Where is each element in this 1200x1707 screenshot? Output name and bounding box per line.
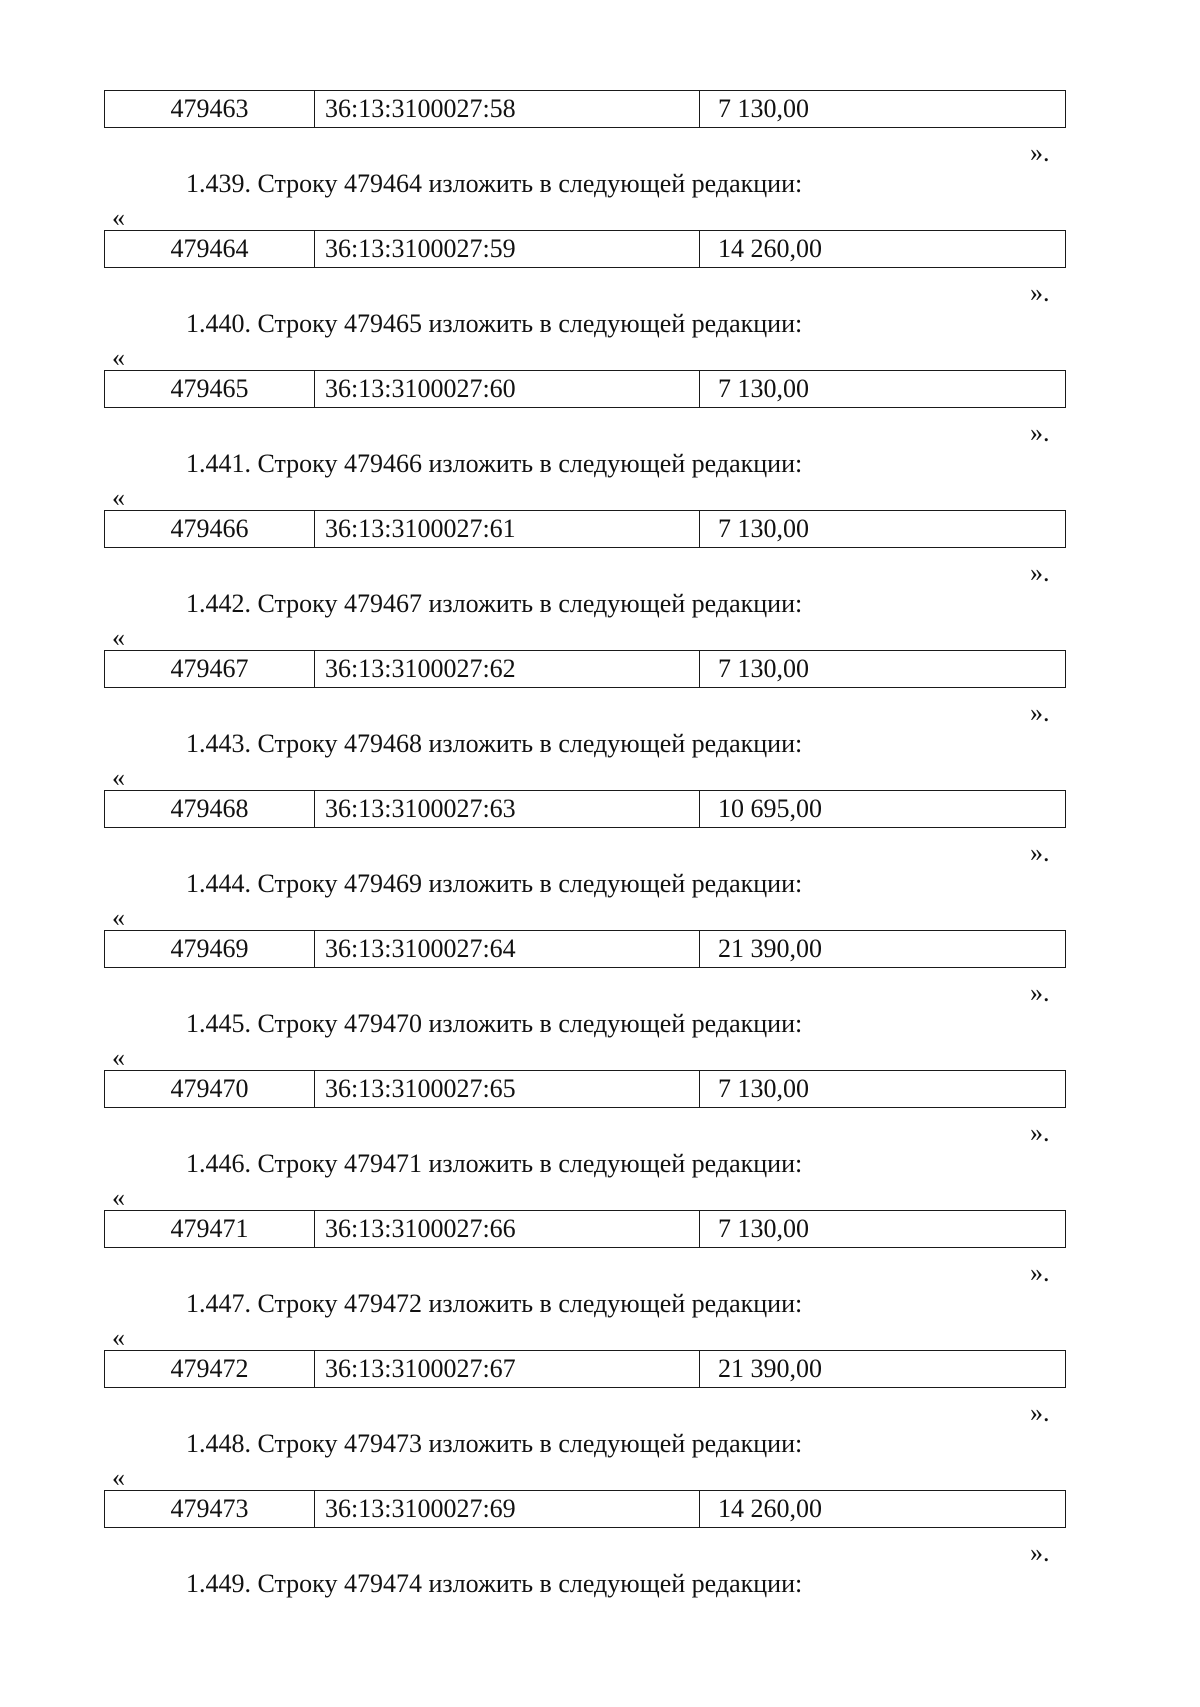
amount-cell: 14 260,00 xyxy=(718,234,822,263)
cadastral-number-cell: 36:13:3100027:67 xyxy=(315,1351,700,1387)
table-row xyxy=(104,650,1066,688)
cadastral-number-cell: 36:13:3100027:69 xyxy=(315,1491,700,1527)
opening-quote: « xyxy=(112,623,125,652)
opening-quote: « xyxy=(112,203,125,232)
table-row xyxy=(104,1490,1066,1528)
row-id-cell: 479472 xyxy=(105,1351,315,1387)
amendment-paragraph: 1.445. Строку 479470 изложить в следующей редакции: xyxy=(186,1009,803,1038)
row-id-cell: 479468 xyxy=(105,791,315,827)
row-id-cell: 479473 xyxy=(105,1491,315,1527)
cadastral-number-cell: 36:13:3100027:58 xyxy=(315,91,700,127)
row-id-cell: 479467 xyxy=(105,651,315,687)
row-id-cell: 479470 xyxy=(105,1071,315,1107)
cadastral-number-cell: 36:13:3100027:60 xyxy=(315,371,700,407)
table-row xyxy=(104,510,1066,548)
row-id-cell: 479465 xyxy=(105,371,315,407)
amendment-paragraph: 1.443. Строку 479468 изложить в следующей редакции: xyxy=(186,729,803,758)
amendment-paragraph: 1.444. Строку 479469 изложить в следующей редакции: xyxy=(186,869,803,898)
amount-cell: 21 390,00 xyxy=(718,934,822,963)
amount-cell: 7 130,00 xyxy=(718,514,809,543)
opening-quote: « xyxy=(112,1463,125,1492)
cadastral-number-cell: 36:13:3100027:59 xyxy=(315,231,700,267)
amendment-paragraph: 1.449. Строку 479474 изложить в следующей редакции: xyxy=(186,1569,803,1598)
opening-quote: « xyxy=(112,343,125,372)
table-row xyxy=(104,90,1066,128)
amendment-paragraph: 1.448. Строку 479473 изложить в следующей редакции: xyxy=(186,1429,803,1458)
amount-cell: 10 695,00 xyxy=(718,794,822,823)
amendment-paragraph: 1.440. Строку 479465 изложить в следующей редакции: xyxy=(186,309,803,338)
amendment-paragraph: 1.439. Строку 479464 изложить в следующей редакции: xyxy=(186,169,803,198)
cadastral-number-cell: 36:13:3100027:66 xyxy=(315,1211,700,1247)
closing-quote: ». xyxy=(1030,978,1050,1007)
amendment-paragraph: 1.446. Строку 479471 изложить в следующей редакции: xyxy=(186,1149,803,1178)
closing-quote: ». xyxy=(1030,138,1050,167)
table-row xyxy=(104,370,1066,408)
amount-cell: 14 260,00 xyxy=(718,1494,822,1523)
amount-cell: 7 130,00 xyxy=(718,374,809,403)
closing-quote: ». xyxy=(1030,418,1050,447)
row-id-cell: 479463 xyxy=(105,91,315,127)
closing-quote: ». xyxy=(1030,1258,1050,1287)
amendment-paragraph: 1.447. Строку 479472 изложить в следующей редакции: xyxy=(186,1289,803,1318)
cadastral-number-cell: 36:13:3100027:65 xyxy=(315,1071,700,1107)
table-row xyxy=(104,1210,1066,1248)
closing-quote: ». xyxy=(1030,558,1050,587)
row-id-cell: 479466 xyxy=(105,511,315,547)
closing-quote: ». xyxy=(1030,838,1050,867)
row-id-cell: 479471 xyxy=(105,1211,315,1247)
table-row xyxy=(104,790,1066,828)
closing-quote: ». xyxy=(1030,1118,1050,1147)
opening-quote: « xyxy=(112,1043,125,1072)
closing-quote: ». xyxy=(1030,698,1050,727)
opening-quote: « xyxy=(112,903,125,932)
cadastral-number-cell: 36:13:3100027:62 xyxy=(315,651,700,687)
opening-quote: « xyxy=(112,1323,125,1352)
cadastral-number-cell: 36:13:3100027:64 xyxy=(315,931,700,967)
amount-cell: 7 130,00 xyxy=(718,1214,809,1243)
table-row xyxy=(104,930,1066,968)
amendment-paragraph: 1.441. Строку 479466 изложить в следующей редакции: xyxy=(186,449,803,478)
row-id-cell: 479469 xyxy=(105,931,315,967)
amount-cell: 7 130,00 xyxy=(718,654,809,683)
table-row xyxy=(104,1350,1066,1388)
amendment-paragraph: 1.442. Строку 479467 изложить в следующей редакции: xyxy=(186,589,803,618)
opening-quote: « xyxy=(112,763,125,792)
cadastral-number-cell: 36:13:3100027:63 xyxy=(315,791,700,827)
closing-quote: ». xyxy=(1030,278,1050,307)
amount-cell: 21 390,00 xyxy=(718,1354,822,1383)
table-row xyxy=(104,230,1066,268)
table-row xyxy=(104,1070,1066,1108)
amount-cell: 7 130,00 xyxy=(718,94,809,123)
closing-quote: ». xyxy=(1030,1538,1050,1567)
opening-quote: « xyxy=(112,483,125,512)
cadastral-number-cell: 36:13:3100027:61 xyxy=(315,511,700,547)
opening-quote: « xyxy=(112,1183,125,1212)
row-id-cell: 479464 xyxy=(105,231,315,267)
closing-quote: ». xyxy=(1030,1398,1050,1427)
amount-cell: 7 130,00 xyxy=(718,1074,809,1103)
